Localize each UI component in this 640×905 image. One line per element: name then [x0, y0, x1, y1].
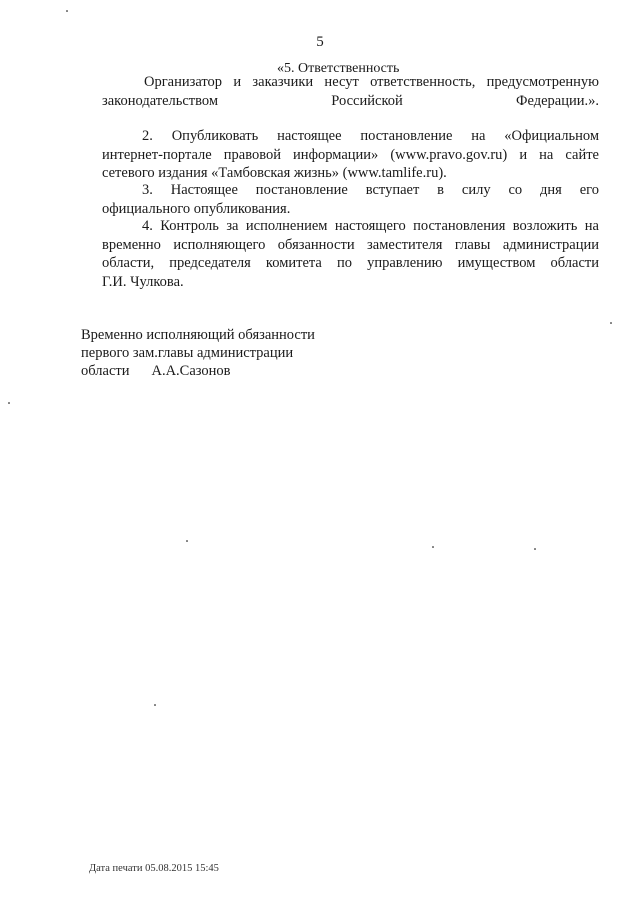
- signatory-title-line-2: первого зам.главы администрации: [81, 345, 294, 361]
- scan-speck: [8, 402, 10, 404]
- paragraph-line: законодательством Российской Федерации.».: [102, 92, 599, 109]
- signatory-title-line-1: Временно исполняющий обязанности: [81, 327, 315, 343]
- scan-speck: [534, 548, 536, 550]
- paragraph-responsibility: [102, 73, 599, 110]
- paragraph-line: 2. Опубликовать настоящее постановление на «Официальном: [142, 128, 599, 144]
- signatory-role: области: [81, 363, 130, 379]
- scan-speck: [432, 546, 434, 548]
- print-date-stamp: Дата печати 05.08.2015 15:45: [89, 863, 219, 874]
- scan-speck: [186, 540, 188, 542]
- paragraph-line: Г.И. Чулкова.: [102, 273, 184, 290]
- scan-speck: [66, 10, 68, 12]
- paragraph-line: официального опубликования.: [102, 200, 291, 217]
- scan-speck: [154, 704, 156, 706]
- paragraph-line: сетевого издания «Тамбовская жизнь» (www.tamlife.ru).: [102, 165, 447, 182]
- paragraph-control: [102, 217, 599, 291]
- paragraph-effective-date: [102, 181, 599, 218]
- paragraph-line: временно исполняющего обязанности заместителя главы администрации: [102, 236, 599, 253]
- scan-speck: [610, 322, 612, 324]
- paragraph-line: Организатор и заказчики несут ответственность, предусмотренную: [144, 74, 599, 90]
- paragraph-publication: [102, 127, 599, 183]
- signature-block: [81, 326, 315, 380]
- paragraph-line: области, председателя комитета по управлению имуществом области: [102, 255, 599, 272]
- paragraph-line: 3. Настоящее постановление вступает в силу со дня его: [142, 182, 599, 198]
- signatory-name: А.А.Сазонов: [151, 363, 231, 379]
- paragraph-line: интернет-портале правовой информации» (www.pravo.gov.ru) и на сайте: [102, 146, 599, 163]
- section-heading: «5. Ответственность: [277, 61, 400, 76]
- signatory-row: [81, 362, 315, 380]
- page-number: 5: [316, 34, 324, 50]
- paragraph-line: 4. Контроль за исполнением настоящего постановления возложить на: [142, 218, 599, 234]
